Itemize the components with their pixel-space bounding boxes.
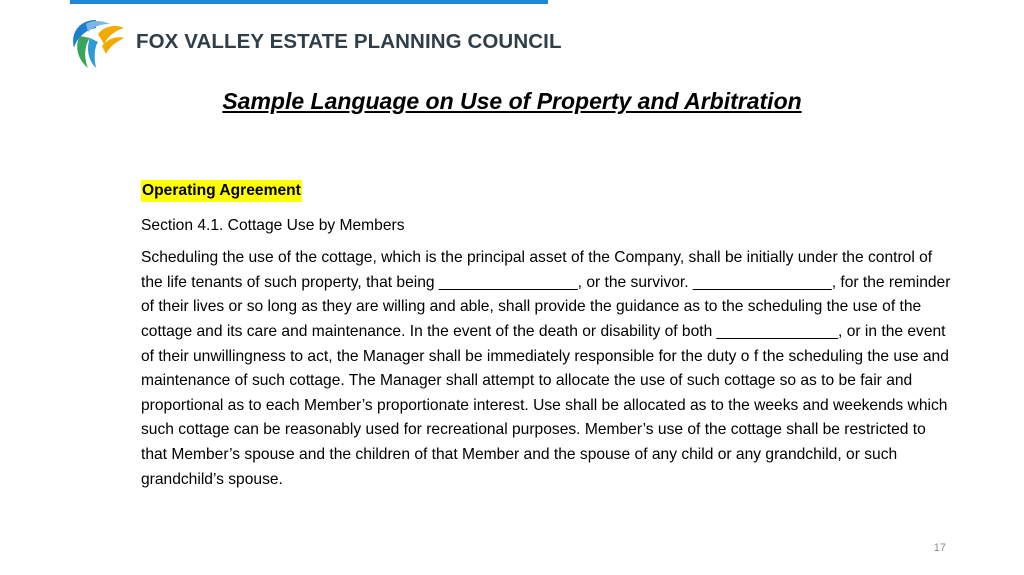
slide-body [141,179,953,492]
top-accent-bar [70,0,548,4]
highlighted-heading: Operating Agreement [141,180,302,202]
section-heading: Section 4.1. Cottage Use by Members [141,216,405,234]
slide-title: Sample Language on Use of Property and Arbitration [222,88,802,114]
organization-name: FOX VALLEY ESTATE PLANNING COUNCIL [136,30,562,53]
body-paragraph: Scheduling the use of the cottage, which is the principal asset of the Company, shall be initially under the control of the life tenants of such property, that being ________________, or the survivor. ________________, for the reminder of their lives or so long as they are willing and able, shall provide the guidance as to the scheduling the use of the cottage and its care and maintenance. In the event of the death or disability of both ______________, or in the event of their unwillingness to act, the Manager shall be immediately responsible for the duty o f the scheduling the use and maintenance of such cottage. The Manager shall attempt to allocate the use of such cottage so as to be fair and proportional as to each Member’s proportionate interest. Use shall be allocated as to the weeks and weekends which such cottage can be reasonably used for recreational purposes. Member’s use of the cottage shall be restricted to that Member’s spouse and the children of that Member and the spouse of any child or any grandchild, or such grandchild’s spouse. [141,249,951,488]
page-number: 17 [933,542,946,554]
council-logo-icon [66,16,128,72]
